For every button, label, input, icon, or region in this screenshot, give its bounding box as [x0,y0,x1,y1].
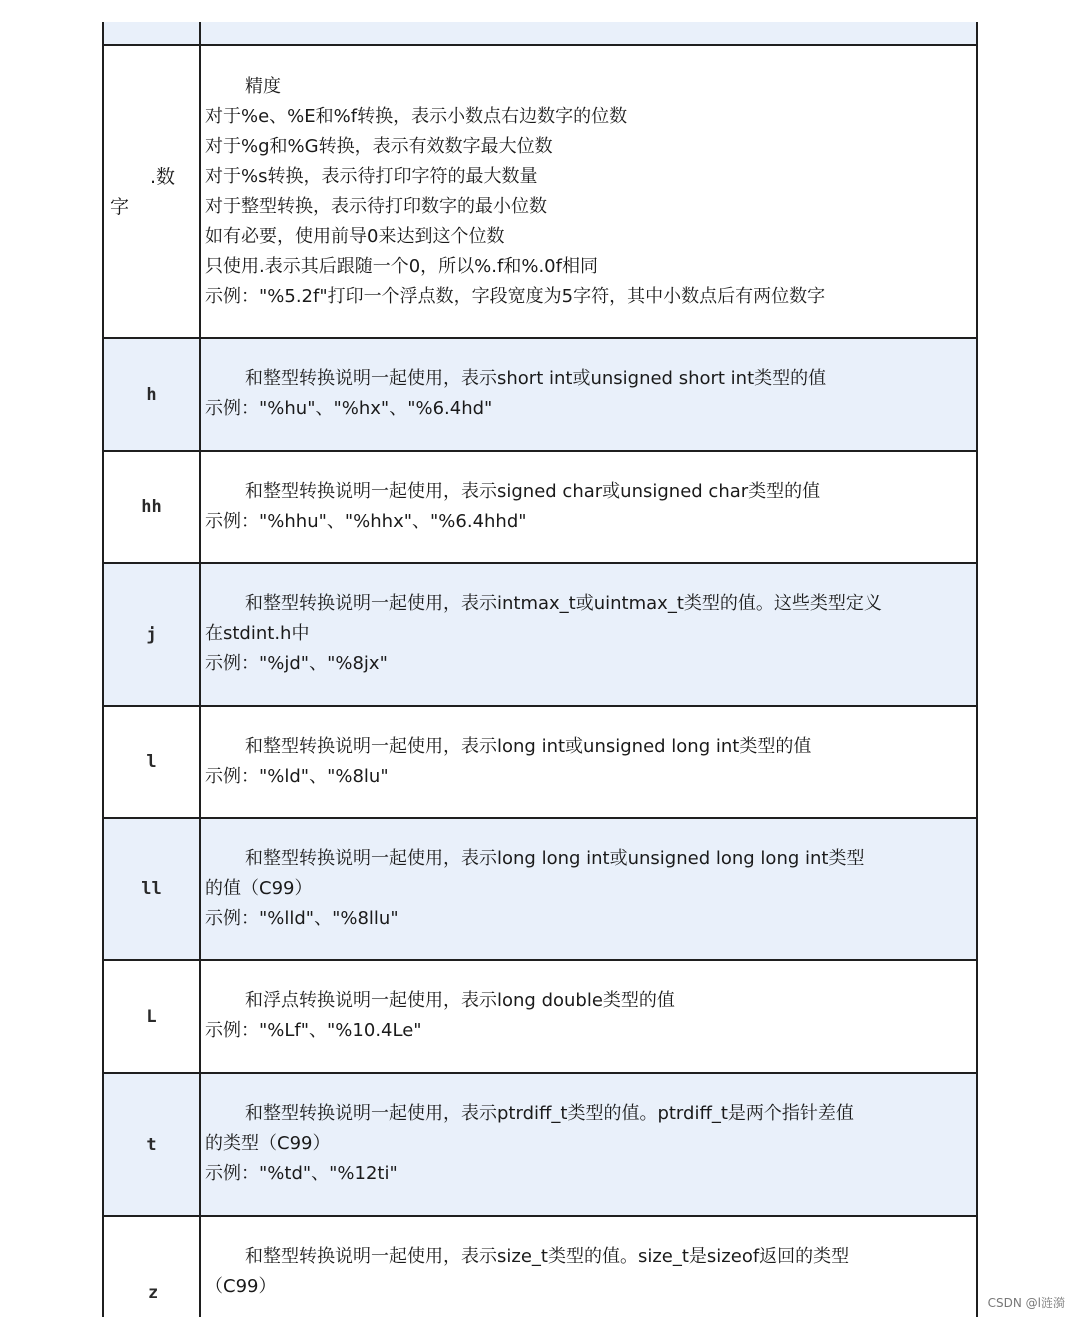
desc-line: 对于%g和%G转换，表示有效数字最大位数 [205,136,553,157]
desc-line: 在stdint.h中 [205,623,310,644]
key-cell [104,22,201,44]
desc-cell-l [201,707,976,817]
table-row-z [104,1217,976,1317]
desc-line: 示例："%hhu"、"%hhx"、"%6.4hhd" [205,511,527,532]
desc-line: 示例："%td"、"%12ti" [205,1163,398,1184]
desc-line: 和整型转换说明一起使用，表示ptrdiff_t类型的值。ptrdiff_t是两个指针差值 [245,1103,854,1124]
desc-line: 示例："%ld"、"%8lu" [205,766,389,787]
table-row-t [104,1074,976,1217]
desc-cell-t [201,1074,976,1215]
key-label: z [148,1283,159,1303]
desc-line: 和整型转换说明一起使用，表示size_t类型的值。size_t是sizeof返回的类型 [245,1246,850,1267]
key-cell-precision [104,46,201,337]
desc-line: 和整型转换说明一起使用，表示short int或unsigned short int类型的值 [245,368,827,389]
key-cell-h: h [104,339,201,450]
desc-line: 示例："%Lf"、"%10.4Le" [205,1020,422,1041]
desc-line: 示例："%5.2f"打印一个浮点数，字段宽度为5字符，其中小数点后有两位数字 [205,286,826,307]
key-cell-L: L [104,961,201,1072]
desc-line: 示例："%lld"、"%8llu" [205,908,399,929]
desc-line: 的值（C99） [205,878,313,899]
desc-line: 对于%s转换，表示待打印字符的最大数量 [205,166,538,187]
desc-line: 和浮点转换说明一起使用，表示long double类型的值 [245,990,675,1011]
key-cell-j: j [104,564,201,705]
desc-line: 只使用.表示其后跟随一个0，所以%.f和%.0f相同 [205,256,598,277]
desc-line: 如有必要，使用前导0来达到这个位数 [205,226,505,247]
table-row-stub [104,22,976,46]
key-cell-z [104,1217,201,1317]
desc-cell-hh [201,452,976,562]
key-label-left: 字 [110,196,130,218]
desc-line: 和整型转换说明一起使用，表示intmax_t或uintmax_t类型的值。这些类型定义 [245,593,882,614]
desc-cell-j [201,564,976,705]
desc-line: （C99） [205,1276,277,1297]
modifier-table [102,22,978,1317]
key-label-right: .数 [150,166,176,188]
desc-cell-ll [201,819,976,959]
desc-cell-z [201,1217,976,1317]
desc-cell-precision [201,46,976,337]
key-cell-hh: hh [104,452,201,562]
table-row-j [104,564,976,707]
desc-cell-L [201,961,976,1072]
watermark: CSDN @l涟漪 [987,1296,1065,1310]
desc-line: 对于整型转换，表示待打印数字的最小位数 [205,196,547,217]
desc-line: 和整型转换说明一起使用，表示long int或unsigned long int类型的值 [245,736,812,757]
desc-line: 对于%e、%E和%f转换，表示小数点右边数字的位数 [205,106,628,127]
desc-cell-h [201,339,976,450]
table-row-h [104,339,976,452]
table-row-l [104,707,976,819]
desc-line: 和整型转换说明一起使用，表示signed char或unsigned char类型的值 [245,481,821,502]
table-row-hh [104,452,976,564]
desc-line: 和整型转换说明一起使用，表示long long int或unsigned long long int类型 [245,848,865,869]
desc-line: 的类型（C99） [205,1133,331,1154]
key-cell-l: l [104,707,201,817]
desc-cell [201,22,976,44]
table-row-L [104,961,976,1074]
key-cell-ll: ll [104,819,201,959]
table-row-ll [104,819,976,961]
key-cell-t: t [104,1074,201,1215]
table-row-precision [104,46,976,339]
desc-line: 精度 [245,76,281,97]
desc-line: 示例："%jd"、"%8jx" [205,653,388,674]
desc-line: 示例："%hu"、"%hx"、"%6.4hd" [205,398,493,419]
